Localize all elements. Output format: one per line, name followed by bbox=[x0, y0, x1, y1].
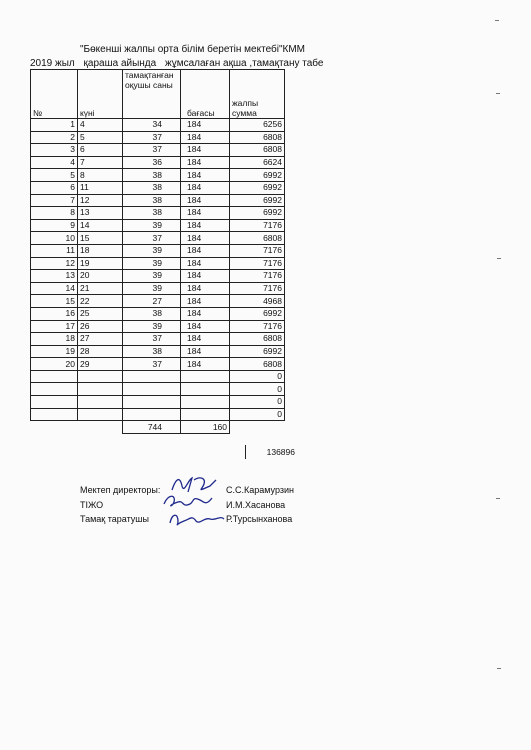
cell-day: 5 bbox=[78, 131, 123, 144]
cell-count bbox=[123, 396, 181, 409]
table-row bbox=[31, 408, 285, 421]
cell-no: 5 bbox=[31, 169, 78, 182]
cell-day: 14 bbox=[78, 219, 123, 232]
cell-sum: 6808 bbox=[230, 333, 285, 346]
cell-day: 13 bbox=[78, 207, 123, 220]
cell-count: 37 bbox=[123, 232, 181, 245]
table-row bbox=[31, 270, 285, 283]
cell-sum: 7176 bbox=[230, 244, 285, 257]
cell-no: 1 bbox=[31, 119, 78, 132]
cell-day: 20 bbox=[78, 270, 123, 283]
cell-price: 184 bbox=[181, 144, 230, 157]
cell-price: 184 bbox=[181, 232, 230, 245]
cell-day: 28 bbox=[78, 345, 123, 358]
cell-no: 16 bbox=[31, 307, 78, 320]
cell-no: 12 bbox=[31, 257, 78, 270]
cell-price: 184 bbox=[181, 295, 230, 308]
cell-no: 7 bbox=[31, 194, 78, 207]
distributor-signature bbox=[166, 509, 228, 529]
cell-day: 12 bbox=[78, 194, 123, 207]
cell-day: 19 bbox=[78, 257, 123, 270]
cell-price: 184 bbox=[181, 282, 230, 295]
cell-day: 25 bbox=[78, 307, 123, 320]
table-row bbox=[31, 207, 285, 220]
cell-count bbox=[123, 370, 181, 383]
total-price: 160 bbox=[181, 421, 230, 434]
cell-no: 4 bbox=[31, 156, 78, 169]
cell-price bbox=[181, 383, 230, 396]
cell-no: 17 bbox=[31, 320, 78, 333]
cell-day bbox=[78, 408, 123, 421]
cell-no: 3 bbox=[31, 144, 78, 157]
cell-no bbox=[31, 383, 78, 396]
cell-sum: 6992 bbox=[230, 169, 285, 182]
cell-no: 9 bbox=[31, 219, 78, 232]
table-row bbox=[31, 396, 285, 409]
document-subtitle bbox=[30, 58, 324, 69]
cell-sum: 0 bbox=[230, 396, 285, 409]
cell-day: 8 bbox=[78, 169, 123, 182]
cell-no: 11 bbox=[31, 244, 78, 257]
cell-sum: 4968 bbox=[230, 295, 285, 308]
cell-sum: 6808 bbox=[230, 358, 285, 371]
table-row bbox=[31, 307, 285, 320]
table-row bbox=[31, 232, 285, 245]
table-row bbox=[31, 345, 285, 358]
cell-day: 11 bbox=[78, 181, 123, 194]
scan-speck bbox=[496, 498, 500, 499]
cell-count: 39 bbox=[123, 244, 181, 257]
header-day: күні bbox=[78, 70, 123, 119]
cell-no: 14 bbox=[31, 282, 78, 295]
cell-day: 15 bbox=[78, 232, 123, 245]
signature-role-label: Мектеп директоры: bbox=[80, 485, 161, 495]
cell-price: 184 bbox=[181, 181, 230, 194]
cell-day: 26 bbox=[78, 320, 123, 333]
scan-speck bbox=[497, 258, 501, 259]
cell-day: 4 bbox=[78, 119, 123, 132]
table-row bbox=[31, 257, 285, 270]
signature-role-label: Тамақ таратушы bbox=[80, 514, 149, 524]
signature-person-name: С.С.Карамурзин bbox=[226, 485, 294, 495]
cell-count bbox=[123, 408, 181, 421]
cell-sum: 6992 bbox=[230, 307, 285, 320]
table-header-row bbox=[31, 70, 285, 119]
cell-day bbox=[78, 383, 123, 396]
cell-sum: 6624 bbox=[230, 156, 285, 169]
cell-price bbox=[181, 396, 230, 409]
table-row bbox=[31, 383, 285, 396]
subtitle-year: 2019 жыл bbox=[30, 58, 75, 69]
cell-sum: 6808 bbox=[230, 144, 285, 157]
header-count: тамақтанған оқушы саны bbox=[123, 70, 181, 119]
header-no: № bbox=[31, 70, 78, 119]
cell-day: 21 bbox=[78, 282, 123, 295]
cell-count: 38 bbox=[123, 169, 181, 182]
cell-no: 6 bbox=[31, 181, 78, 194]
cell-count: 39 bbox=[123, 282, 181, 295]
cell-sum: 6992 bbox=[230, 181, 285, 194]
document-title: "Бөкенші жалпы орта білім беретін мектебі"КММ bbox=[80, 44, 305, 55]
subtitle-month: қараша айында bbox=[83, 58, 157, 69]
cell-no: 8 bbox=[31, 207, 78, 220]
cell-count: 27 bbox=[123, 295, 181, 308]
cell-price: 184 bbox=[181, 156, 230, 169]
table-row bbox=[31, 219, 285, 232]
cell-day: 6 bbox=[78, 144, 123, 157]
table-row bbox=[31, 194, 285, 207]
cell-no: 19 bbox=[31, 345, 78, 358]
cell-no: 18 bbox=[31, 333, 78, 346]
table-row bbox=[31, 295, 285, 308]
totals-empty bbox=[31, 421, 78, 434]
cell-sum: 0 bbox=[230, 370, 285, 383]
cell-sum: 6808 bbox=[230, 131, 285, 144]
cell-no bbox=[31, 370, 78, 383]
totals-row bbox=[31, 421, 285, 434]
totals-empty bbox=[230, 421, 285, 434]
scan-speck bbox=[495, 20, 499, 21]
cell-price: 184 bbox=[181, 169, 230, 182]
signature-role-label: ТІЖО bbox=[80, 500, 104, 510]
cell-count: 39 bbox=[123, 270, 181, 283]
cell-price: 184 bbox=[181, 119, 230, 132]
cell-count: 38 bbox=[123, 194, 181, 207]
cell-price: 184 bbox=[181, 257, 230, 270]
cell-count: 38 bbox=[123, 181, 181, 194]
cell-price: 184 bbox=[181, 320, 230, 333]
cell-price: 184 bbox=[181, 333, 230, 346]
table-row bbox=[31, 156, 285, 169]
cell-no: 20 bbox=[31, 358, 78, 371]
cell-count: 39 bbox=[123, 257, 181, 270]
cell-sum: 7176 bbox=[230, 320, 285, 333]
cell-sum: 6992 bbox=[230, 345, 285, 358]
cell-count: 39 bbox=[123, 320, 181, 333]
cell-sum: 7176 bbox=[230, 282, 285, 295]
cell-price bbox=[181, 370, 230, 383]
cell-price: 184 bbox=[181, 207, 230, 220]
cell-price: 184 bbox=[181, 219, 230, 232]
cell-price: 184 bbox=[181, 194, 230, 207]
cell-sum: 6992 bbox=[230, 194, 285, 207]
cell-count: 37 bbox=[123, 144, 181, 157]
cell-day bbox=[78, 396, 123, 409]
cell-price bbox=[181, 408, 230, 421]
cell-count: 36 bbox=[123, 156, 181, 169]
table-row bbox=[31, 169, 285, 182]
cell-no: 10 bbox=[31, 232, 78, 245]
cell-price: 184 bbox=[181, 358, 230, 371]
cell-sum: 0 bbox=[230, 408, 285, 421]
cell-count: 38 bbox=[123, 307, 181, 320]
header-price: бағасы bbox=[181, 70, 230, 119]
scan-speck bbox=[497, 668, 501, 669]
cell-count: 37 bbox=[123, 131, 181, 144]
table-row bbox=[31, 244, 285, 257]
cell-day: 18 bbox=[78, 244, 123, 257]
signature-person-name: И.М.Хасанова bbox=[226, 500, 286, 510]
table-row bbox=[31, 131, 285, 144]
cell-no bbox=[31, 408, 78, 421]
cell-day: 7 bbox=[78, 156, 123, 169]
cell-sum: 6256 bbox=[230, 119, 285, 132]
cell-no: 13 bbox=[31, 270, 78, 283]
table-row bbox=[31, 358, 285, 371]
cell-sum: 6808 bbox=[230, 232, 285, 245]
cell-no: 15 bbox=[31, 295, 78, 308]
table-row bbox=[31, 320, 285, 333]
cell-no bbox=[31, 396, 78, 409]
cell-day: 27 bbox=[78, 333, 123, 346]
grand-total-sum: 136896 bbox=[245, 445, 297, 459]
cell-sum: 7176 bbox=[230, 219, 285, 232]
table-row bbox=[31, 333, 285, 346]
cell-count: 34 bbox=[123, 119, 181, 132]
table-row bbox=[31, 282, 285, 295]
table-row bbox=[31, 144, 285, 157]
cell-price: 184 bbox=[181, 244, 230, 257]
table-row bbox=[31, 181, 285, 194]
meals-table bbox=[30, 69, 285, 434]
cell-no: 2 bbox=[31, 131, 78, 144]
cell-sum: 0 bbox=[230, 383, 285, 396]
subtitle-rest: жұмсалаған ақша ,тамақтану табе bbox=[165, 58, 324, 69]
scan-speck bbox=[496, 93, 500, 94]
table-row bbox=[31, 119, 285, 132]
signature-person-name: Р.Турсынханова bbox=[226, 514, 293, 524]
cell-price: 184 bbox=[181, 131, 230, 144]
cell-price: 184 bbox=[181, 345, 230, 358]
totals-empty bbox=[78, 421, 123, 434]
cell-sum: 7176 bbox=[230, 270, 285, 283]
cell-sum: 7176 bbox=[230, 257, 285, 270]
cell-day: 22 bbox=[78, 295, 123, 308]
cell-price: 184 bbox=[181, 270, 230, 283]
table-row bbox=[31, 370, 285, 383]
cell-day bbox=[78, 370, 123, 383]
cell-count bbox=[123, 383, 181, 396]
cell-count: 37 bbox=[123, 358, 181, 371]
cell-day: 29 bbox=[78, 358, 123, 371]
total-count: 744 bbox=[123, 421, 181, 434]
header-sum: жалпы сумма bbox=[230, 70, 285, 119]
cell-sum: 6992 bbox=[230, 207, 285, 220]
cell-count: 37 bbox=[123, 333, 181, 346]
cell-count: 38 bbox=[123, 207, 181, 220]
cell-count: 39 bbox=[123, 219, 181, 232]
cell-count: 38 bbox=[123, 345, 181, 358]
cell-price: 184 bbox=[181, 307, 230, 320]
